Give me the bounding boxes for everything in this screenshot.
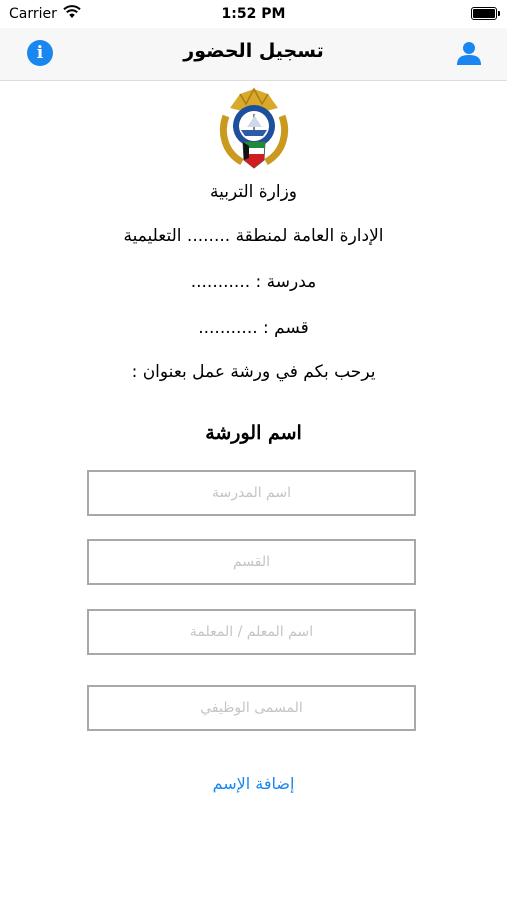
kuwait-emblem: [216, 86, 292, 172]
status-bar: [0, 0, 507, 28]
info-icon[interactable]: i: [27, 40, 53, 66]
clock: 1:52 PM: [221, 6, 286, 22]
department-field[interactable]: القسم: [87, 539, 416, 585]
school-name-field[interactable]: اسم المدرسة: [87, 470, 416, 516]
department-label: قسم : ...........: [198, 318, 309, 338]
battery-icon: [471, 7, 497, 20]
add-name-button[interactable]: إضافة الإسم: [212, 774, 295, 793]
directorate-label: الإدارة العامة لمنطقة ........ التعليمية: [123, 226, 384, 246]
job-title-field[interactable]: المسمى الوظيفي: [87, 685, 416, 731]
person-icon[interactable]: [456, 40, 482, 66]
school-label: مدرسة : ...........: [190, 272, 317, 292]
navigation-bar: [0, 28, 507, 81]
page-title: تسجيل الحضور: [183, 40, 324, 62]
teacher-name-field[interactable]: اسم المعلم / المعلمة: [87, 609, 416, 655]
carrier-label: Carrier: [9, 6, 57, 22]
workshop-title: اسم الورشة: [205, 422, 302, 444]
welcome-label: يرحب بكم في ورشة عمل بعنوان :: [131, 362, 376, 382]
ministry-label: وزارة التربية: [209, 182, 298, 202]
